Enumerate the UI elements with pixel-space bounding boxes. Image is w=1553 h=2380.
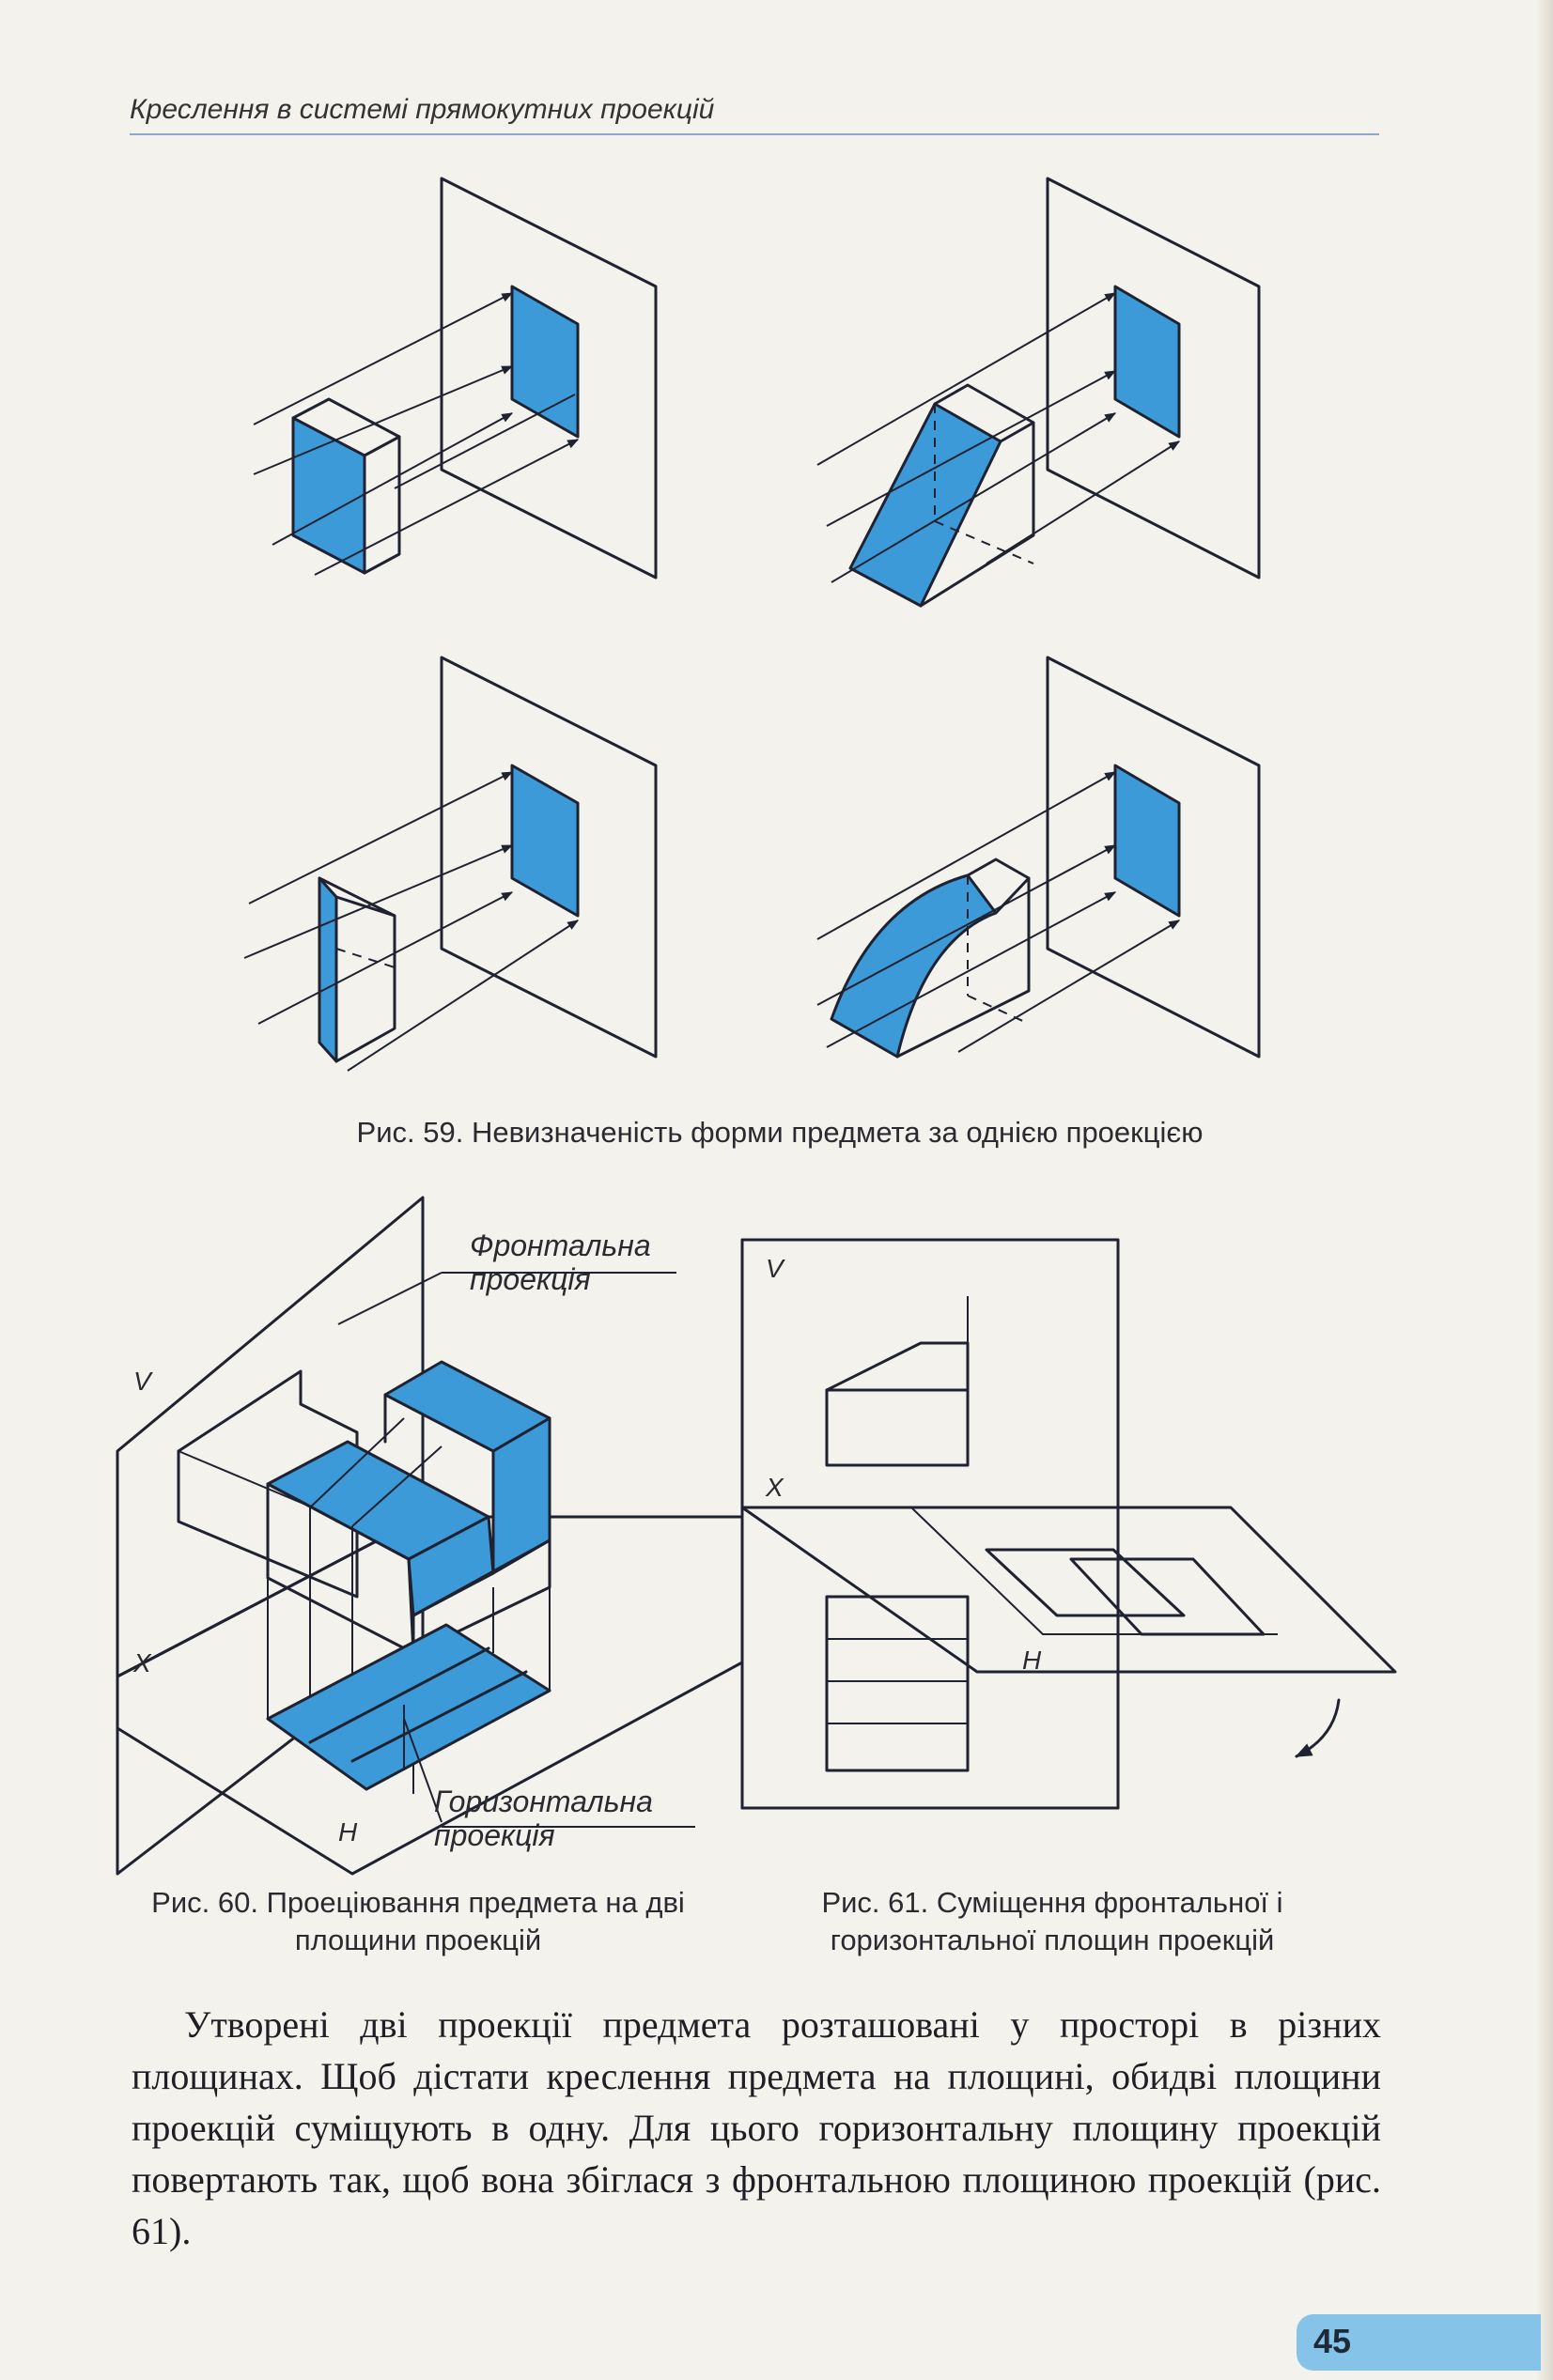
fig59-panel-prism: [244, 657, 656, 1071]
fig60-axis-h: H: [338, 1817, 358, 1847]
fig59-panel-wedge: [817, 178, 1259, 606]
fig60-drawing: [117, 1198, 742, 1874]
fig59-panel-block: [254, 178, 656, 578]
running-title: Креслення в системі прямокутних проекцій: [130, 94, 715, 125]
figure-59-caption: Рис. 59. Невизначеність форми предмета за однією проекцією: [356, 1116, 1204, 1149]
figure-60-caption: Рис. 60. Проеціювання предмета на дві площини проекцій: [151, 1886, 685, 1956]
body-paragraph: Утворені дві проекції предмета розташовані у просторі в різних площинах. Щоб дістати креслення предмета на площині, обидві площини проекцій суміщують в одну. Для цього горизонтальну площину проекцій повертають так, щоб вона збіглася з фронтальною площиною проекцій (рис. 61).: [132, 2003, 1381, 2252]
fig61-axis-x: X: [766, 1473, 784, 1502]
fig61-axis-h: H: [1022, 1646, 1042, 1675]
fig60-label-frontal: Фронтальна проекція: [470, 1229, 651, 1296]
fig59-panel-curved: [817, 657, 1259, 1057]
fig60-axis-v: V: [133, 1367, 151, 1396]
fig61-axis-v: V: [766, 1254, 784, 1283]
page-number-tab: [1297, 2314, 1541, 2371]
fig60-axis-x: X: [133, 1648, 151, 1677]
fig60-label-horizontal: Горизонтальна проекція: [434, 1785, 653, 1852]
fig61-drawing: [742, 1240, 1395, 1808]
figure-61-caption: Рис. 61. Суміщення фронтальної і горизонтальної площин проекцій: [821, 1886, 1283, 1956]
page-number: 45: [1313, 2322, 1352, 2360]
